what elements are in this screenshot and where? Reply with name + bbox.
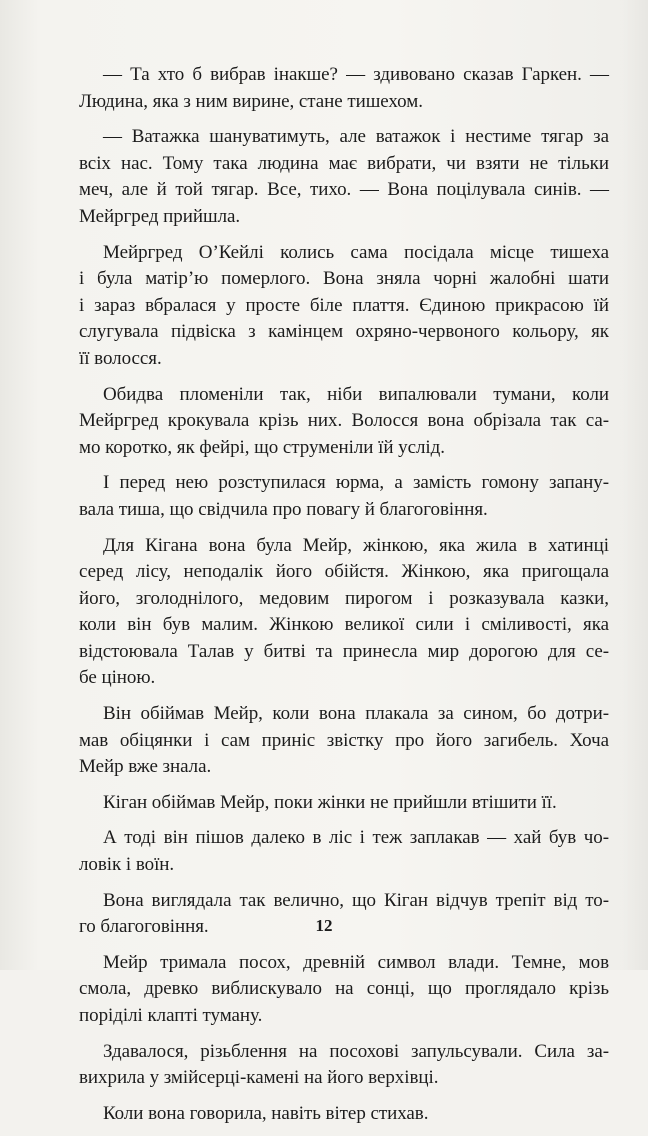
- paragraph-8: [79, 790, 609, 826]
- text-line: Коли вона говорила, навіть вітер стихав.: [103, 1102, 429, 1124]
- text-line: Мейргред прийшла.: [79, 205, 241, 227]
- paragraph-12: [79, 1039, 609, 1101]
- text-line: серед лісу, неподалік його обійстя. Жінкою, яка пригощала: [79, 561, 609, 583]
- text-line: Мейргред О’Кейлі колись сама посідала місце тишеха: [103, 241, 609, 263]
- page-edge-shadow: [622, 0, 648, 970]
- text-line: поріділі клапті туману.: [79, 1005, 263, 1026]
- text-line: мав обіцянки і сам приніс звістку про його загибель. Хоча: [79, 729, 609, 751]
- text-line: ловік і воїн.: [79, 854, 175, 876]
- text-line: го благоговіння.: [79, 916, 209, 938]
- text-line: Обидва пломеніли так, ніби випалювали тумани, коли: [103, 383, 609, 405]
- text-line: і була матір’ю померлого. Вона зняла чорні жалобні шати: [79, 268, 609, 290]
- text-line: смола, древко виблискувало на сонці, що проглядало крізь: [79, 978, 609, 1000]
- paragraph-3: [79, 240, 609, 382]
- text-line: меч, але й той тягар. Все, тихо. — Вона поцілувала синів. —: [79, 179, 609, 201]
- text-line: Мейргред крокувала крізь них. Волосся вона обрізала так са-: [79, 410, 609, 432]
- text-line: вихрила у змійсерці-камені на його верхівці.: [79, 1067, 439, 1089]
- text-line: його, зголоднілого, медовим пирогом і розказувала казки,: [79, 587, 609, 609]
- text-line: Вона виглядала так велично, що Кіган відчув трепіт від то-: [103, 889, 609, 911]
- text-line: мо коротко, як фейрі, що струменіли їй услід.: [79, 436, 445, 458]
- text-line: — Ватажка шануватимуть, але ватажок і нестиме тягар за: [103, 126, 609, 148]
- paragraph-2: [79, 124, 609, 239]
- text-line: відстоювала Талав у битві та принесла мир дорогою для се-: [79, 640, 609, 662]
- page-number: 12: [315, 916, 333, 935]
- text-line: — Та хто б вибрав інакше? — здивовано сказав Гаркен. —: [103, 64, 609, 85]
- text-line: Мейр тримала посох, древній символ влади. Темне, мов: [103, 951, 609, 973]
- text-line: Кіган обіймав Мейр, поки жінки не прийшли втішити її.: [103, 791, 557, 813]
- paragraph-1: [79, 62, 609, 124]
- text-line: І перед нею розступилася юрма, а замість гомону запану-: [103, 472, 609, 494]
- text-line: бе ціною.: [79, 667, 156, 689]
- paragraph-4: [79, 382, 609, 471]
- text-line: і зараз вбралася у просте біле плаття. Єдиною прикрасою їй: [79, 294, 609, 316]
- text-line: слугувала підвіска з камінцем охряно-червоного кольору, як: [79, 321, 609, 343]
- text-line: коли він був малим. Жінкою великої сили і сміливості, яка: [79, 614, 609, 636]
- text-line: Мейр вже знала.: [79, 756, 212, 778]
- text-line: вала тиша, що свідчила про повагу й благоговіння.: [79, 498, 488, 520]
- paragraph-7: [79, 701, 609, 790]
- text-line: А тоді він пішов далеко в ліс і теж заплакав — хай був чо-: [103, 827, 609, 849]
- text-line: всіх нас. Тому така людина має вибрати, чи взяти не тільки: [79, 152, 609, 174]
- text-line: Для Кігана вона була Мейр, жінкою, яка жила в хатинці: [103, 534, 609, 556]
- paragraph-9: [79, 825, 609, 887]
- text-line: її волосся.: [79, 347, 162, 369]
- paragraph-13: [79, 1101, 609, 1136]
- paragraph-5: [79, 470, 609, 532]
- paragraph-6: [79, 533, 609, 702]
- text-line: Він обіймав Мейр, коли вона плакала за сином, бо дотри-: [103, 703, 609, 725]
- body-text: [79, 62, 609, 1136]
- paragraph-11: [79, 950, 609, 1039]
- text-line: Здавалося, різьблення на посохові запульсували. Сила за-: [103, 1040, 609, 1062]
- text-line: Людина, яка з ним вирине, стане тишехом.: [79, 90, 423, 112]
